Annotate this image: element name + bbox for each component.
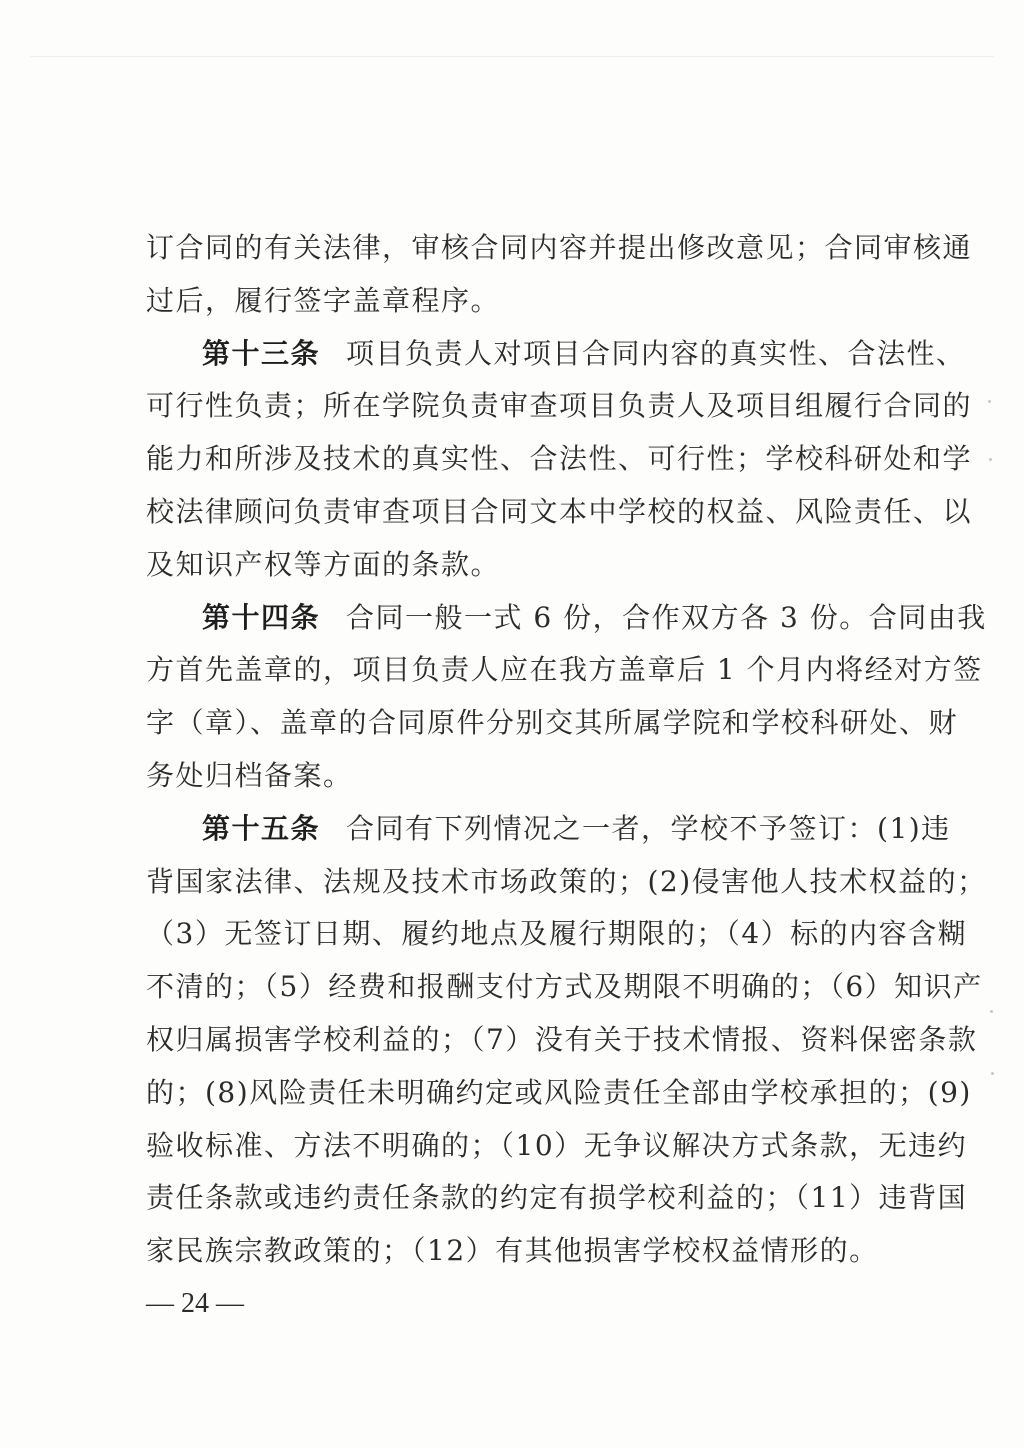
body-line: 的；(8)风险责任未明确约定或风险责任全部由学校承担的；(9) [146, 1075, 972, 1109]
article-text: 合同有下列情况之一者，学校不予签订：(1)违 [346, 811, 951, 845]
scan-top-edge [30, 56, 994, 57]
body-line: 方首先盖章的，项目负责人应在我方盖章后 1 个月内将经对方签 [146, 653, 983, 687]
article-text: 合同一般一式 6 份，合作双方各 3 份。合同由我 [346, 600, 987, 634]
body-line: 家民族宗教政策的；（12）有其他损害学校权益情形的。 [146, 1234, 879, 1268]
article-14-first-line [146, 592, 987, 645]
document-body [146, 222, 987, 1278]
body-line: 能力和所涉及技术的真实性、合法性、可行性；学校科研处和学 [146, 442, 973, 476]
article-13-first-line [146, 328, 966, 381]
body-line: 校法律顾问负责审查项目合同文本中学校的权益、风险责任、以 [146, 494, 973, 528]
scan-speck [990, 1010, 993, 1013]
article-heading: 第十四条 [202, 600, 321, 634]
article-text: 项目负责人对项目合同内容的真实性、合法性、 [346, 336, 966, 370]
scan-speck [991, 1072, 994, 1075]
article-heading: 第十五条 [202, 811, 321, 845]
article-15-first-line [146, 803, 951, 856]
body-line: 字（章）、盖章的合同原件分别交其所属学院和学校科研处、财 [146, 706, 959, 740]
page-number: — 24 — [146, 1288, 244, 1319]
body-line: 背国家法律、法规及技术市场政策的；(2)侵害他人技术权益的； [146, 864, 987, 898]
scan-speck [988, 400, 991, 403]
body-line: 验收标准、方法不明确的；（10）无争议解决方式条款，无违约 [146, 1128, 968, 1162]
body-line: 不清的；（5）经费和报酬支付方式及期限不明确的；（6）知识产 [146, 970, 983, 1004]
body-line: 订合同的有关法律，审核合同内容并提出修改意见；合同审核通 [146, 231, 973, 264]
body-line: 过后，履行签字盖章程序。 [146, 283, 501, 317]
article-heading: 第十三条 [202, 336, 321, 370]
body-line: 及知识产权等方面的条款。 [146, 547, 501, 581]
body-line: 责任条款或违约责任条款的约定有损学校利益的；（11）违背国 [146, 1181, 968, 1215]
body-line: 可行性负责；所在学院负责审查项目负责人及项目组履行合同的 [146, 389, 973, 423]
scan-speck [989, 458, 992, 461]
body-line: 务处归档备案。 [146, 758, 353, 792]
body-line: （3）无签订日期、履约地点及履行期限的；（4）标的内容含糊 [146, 917, 968, 951]
body-line: 权归属损害学校利益的；（7）没有关于技术情报、资料保密条款 [146, 1022, 978, 1056]
